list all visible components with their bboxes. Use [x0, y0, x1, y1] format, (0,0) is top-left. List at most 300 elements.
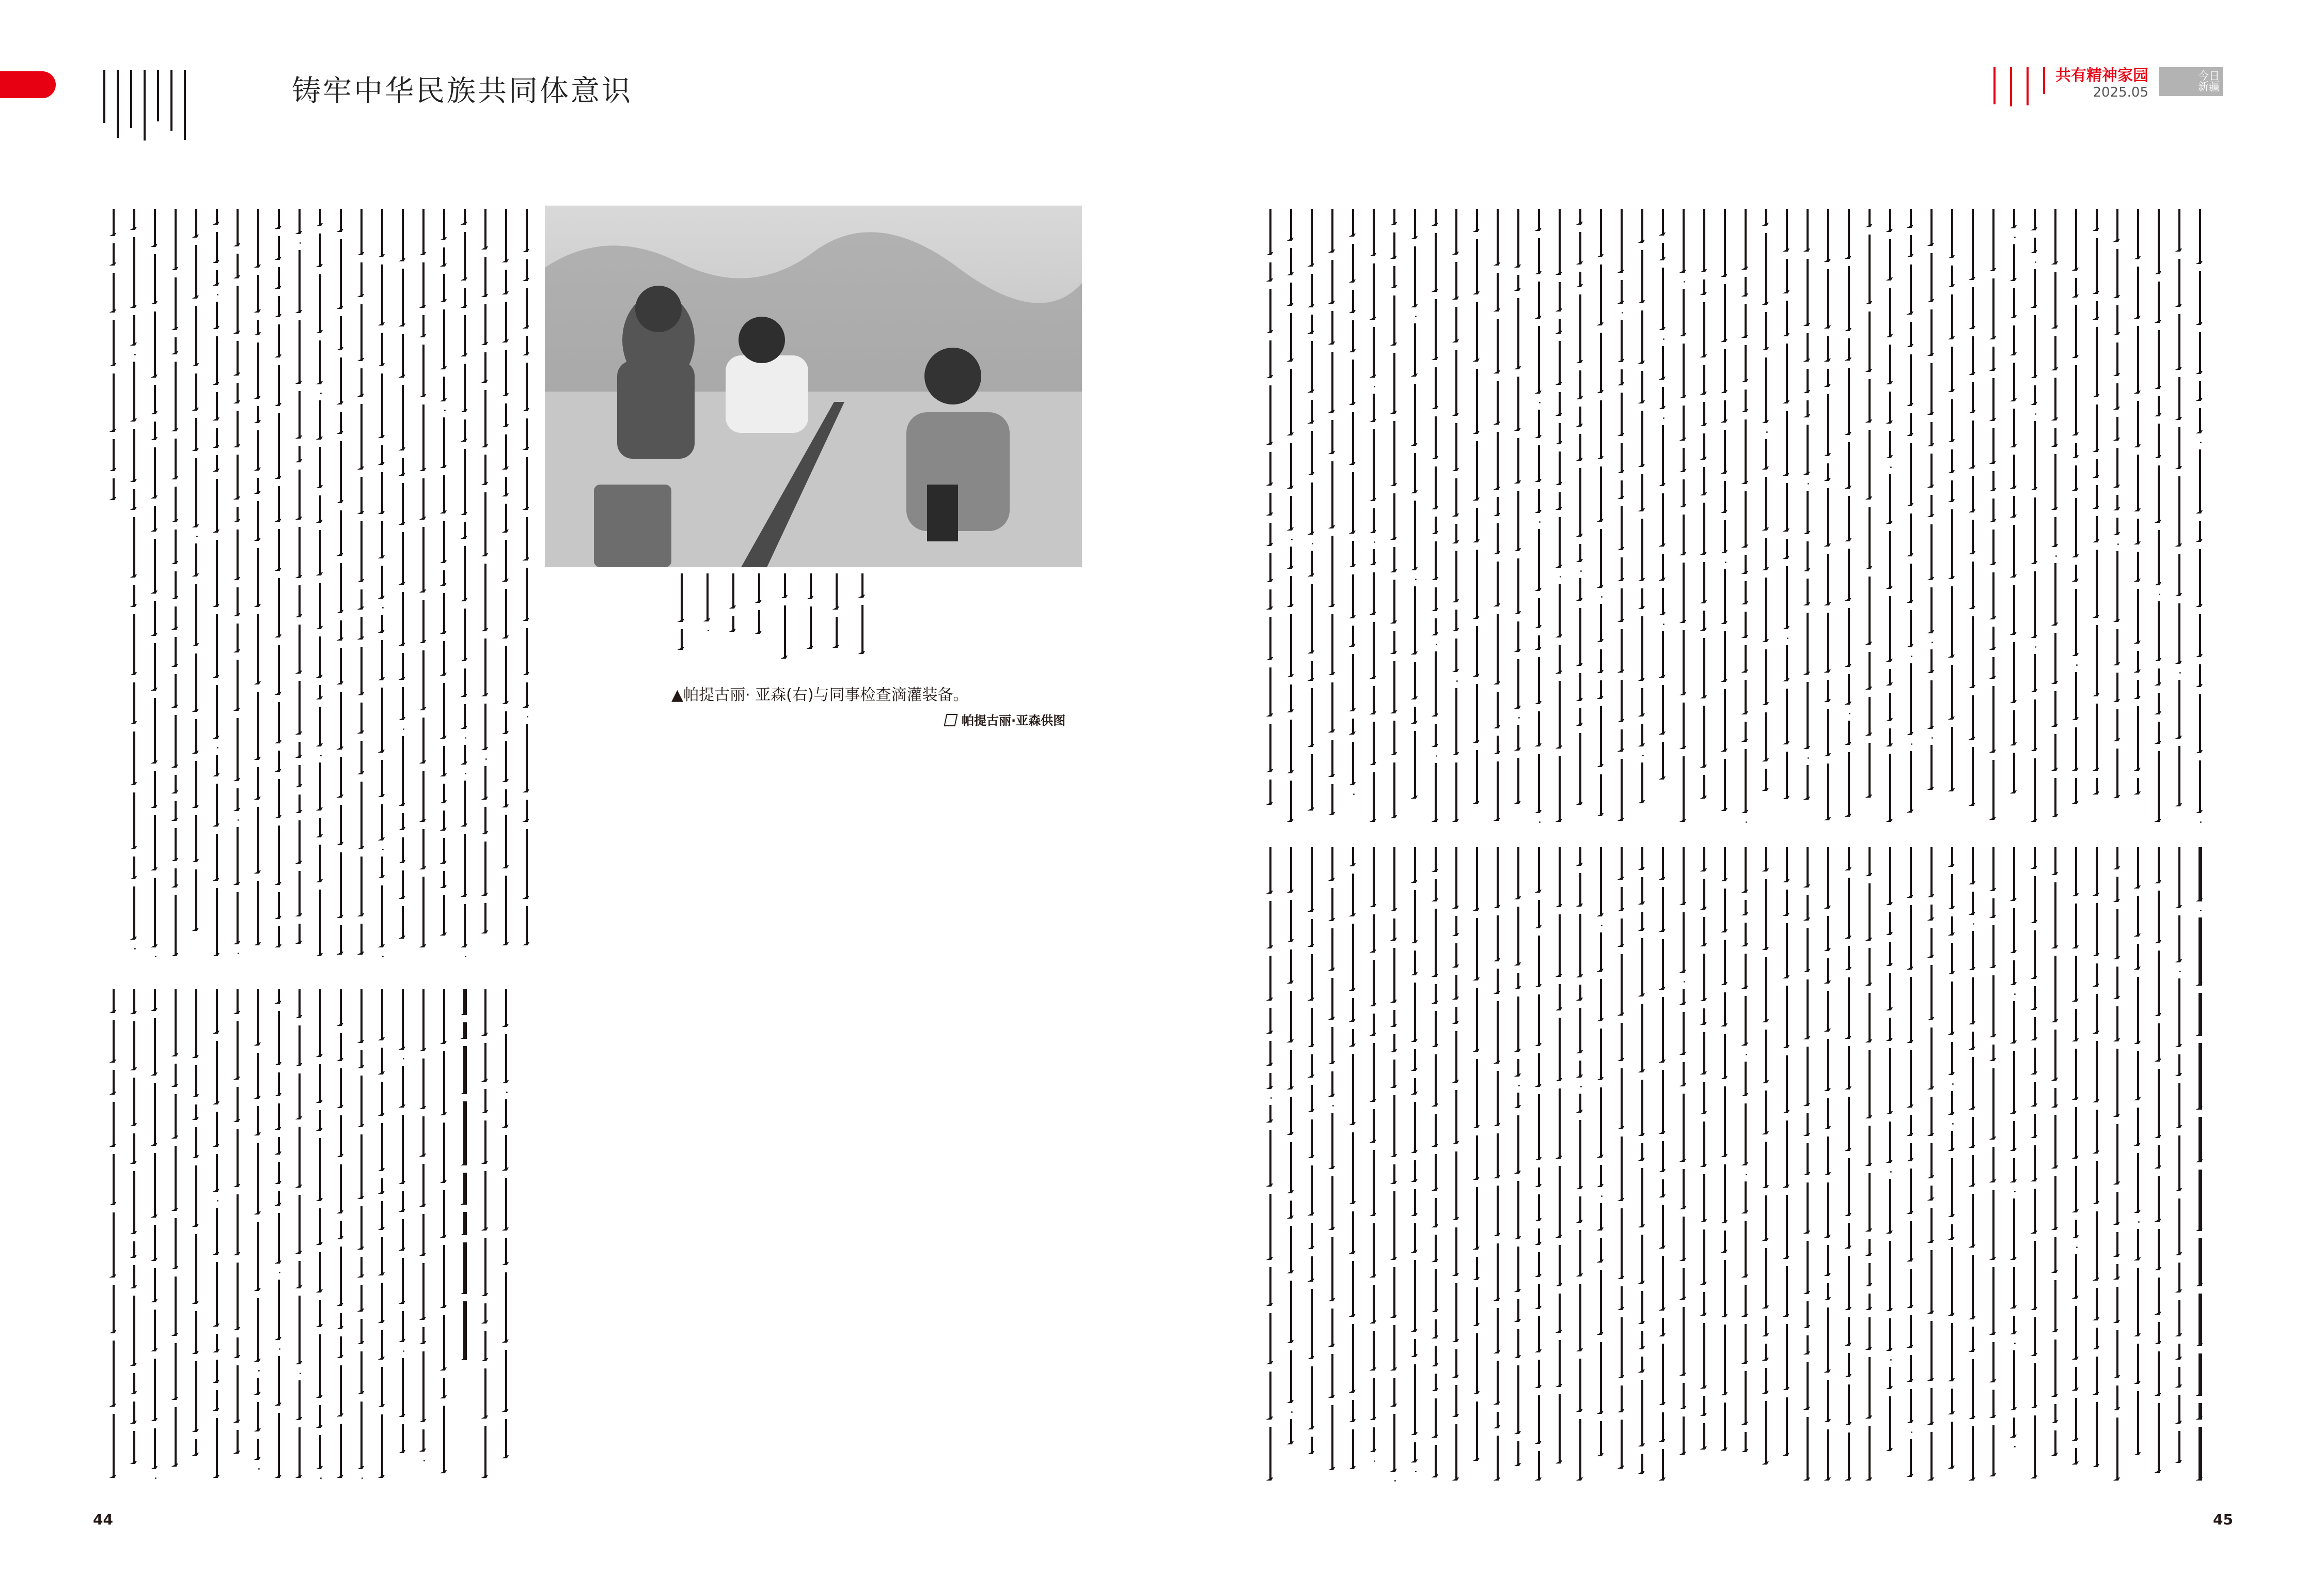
- mongolian-word: [1454, 943, 1459, 968]
- punctuation: ·: [479, 757, 492, 761]
- mongolian-word: [235, 1087, 240, 1122]
- mongolian-word: [421, 209, 426, 255]
- mongolian-word: [1371, 847, 1376, 907]
- mongolian-word: [400, 334, 405, 378]
- mongolian-word: [1702, 775, 1707, 799]
- mongolian-word: [1536, 1451, 1542, 1481]
- punctuation: ·: [272, 1271, 286, 1275]
- mongolian-word: [111, 439, 116, 471]
- mongolian-word: [1950, 399, 1955, 442]
- mongolian-word: [256, 478, 261, 494]
- mongolian-word: [1888, 693, 1893, 721]
- mongolian-word: [1516, 907, 1521, 966]
- text-line: [2086, 209, 2107, 829]
- text-line: [124, 209, 145, 963]
- text-line: [165, 989, 186, 1485]
- mongolian-word: [380, 1178, 385, 1194]
- mongolian-word: [1867, 847, 1872, 876]
- punctuation: ·: [1429, 754, 1442, 758]
- mongolian-word: [1351, 1429, 1356, 1469]
- mongolian-word: [1826, 1429, 1831, 1481]
- mongolian-word: [276, 1103, 281, 1130]
- mongolian-word: [1805, 1143, 1810, 1175]
- mongolian-word: [2094, 485, 2099, 509]
- mongolian-word: [2032, 269, 2037, 308]
- text-line: [1962, 847, 1983, 1488]
- mongolian-word: [1454, 1007, 1459, 1024]
- mongolian-word: [1619, 729, 1624, 752]
- mongolian-word: [380, 209, 385, 257]
- mongolian-word: [2135, 552, 2141, 582]
- mongolian-word: [2074, 1009, 2079, 1041]
- punctuation: ·: [1512, 716, 1525, 720]
- mongolian-word: [1536, 1316, 1542, 1352]
- text-line: [1384, 847, 1405, 1488]
- mongolian-word: [1330, 1027, 1335, 1064]
- mongolian-word: [1867, 948, 1872, 986]
- text-line: [331, 989, 351, 1485]
- mongolian-word: [1330, 740, 1335, 777]
- mongolian-word: [1351, 244, 1356, 283]
- mongolian-word: [1929, 847, 1934, 897]
- mongolian-word: [132, 731, 137, 785]
- mongolian-word: [1784, 890, 1789, 916]
- mongolian-word: [2094, 963, 2099, 987]
- mongolian-word: [1888, 1179, 1893, 1234]
- mongolian-word: [2197, 614, 2203, 657]
- mongolian-word: [1846, 1256, 1851, 1310]
- mongolian-word: [1743, 1324, 1748, 1364]
- mongolian-word: [1536, 657, 1542, 704]
- text-line: [1859, 209, 1880, 829]
- mongolian-word: [483, 1303, 488, 1324]
- mongolian-word: [1557, 584, 1562, 637]
- mongolian-word: [1619, 280, 1624, 304]
- mongolian-word: [1454, 916, 1459, 936]
- mongolian-word: [1351, 742, 1356, 785]
- mongolian-word: [1784, 923, 1789, 978]
- mongolian-word: [2012, 753, 2017, 793]
- mongolian-word: [1412, 384, 1418, 446]
- mongolian-word: [1681, 847, 1686, 905]
- text-line: [2169, 209, 2190, 829]
- mongolian-word: [276, 1280, 281, 1340]
- text-line: [1260, 847, 1281, 1488]
- mongolian-word: [1764, 209, 1769, 226]
- mongolian-word: [2197, 694, 2203, 754]
- mongolian-word: [1330, 420, 1335, 454]
- mongolian-word: [1619, 320, 1624, 362]
- text-line: [1611, 847, 1632, 1488]
- mongolian-word: [1330, 978, 1335, 1020]
- mongolian-word: [400, 1066, 405, 1108]
- text-line: [1322, 209, 1343, 829]
- mongolian-word: [2012, 1001, 2017, 1044]
- mongolian-word: [1371, 1043, 1376, 1102]
- mongolian-word: [1784, 209, 1789, 252]
- mongolian-word: [276, 267, 281, 289]
- mongolian-word: [235, 411, 240, 447]
- mongolian-word: [1536, 529, 1542, 591]
- mongolian-word: [1268, 1041, 1273, 1066]
- mongolian-word: [1392, 762, 1397, 818]
- mongolian-word: [1474, 209, 1480, 232]
- text-line: [723, 573, 744, 666]
- text-line: [2024, 209, 2045, 829]
- mongolian-word: [2012, 244, 2017, 281]
- mongolian-word: [2094, 847, 2099, 896]
- text-line: [186, 989, 207, 1485]
- mongolian-word: [1805, 979, 1810, 1039]
- mongolian-word: [2115, 1049, 2120, 1116]
- mongolian-word: [1268, 847, 1273, 894]
- mongolian-word: [152, 815, 158, 870]
- mongolian-word: [194, 245, 199, 299]
- mongolian-word: [1722, 430, 1728, 474]
- mongolian-word: [1330, 209, 1335, 253]
- punctuation: ·: [1842, 712, 1856, 715]
- text-line: [1322, 847, 1343, 1488]
- mongolian-word: [1516, 973, 1521, 989]
- mongolian-word: [235, 507, 240, 522]
- mongolian-word: [1929, 587, 1934, 633]
- mongolian-word: [1351, 541, 1356, 567]
- mongolian-word: [1826, 463, 1831, 481]
- mongolian-word: [2074, 1166, 2079, 1212]
- mongolian-word: [380, 1367, 385, 1407]
- mongolian-word: [1392, 1034, 1397, 1052]
- mongolian-word: [1619, 954, 1624, 1016]
- text-line: [1756, 209, 1777, 829]
- mongolian-word: [1536, 1228, 1542, 1246]
- mongolian-word: [152, 1018, 158, 1076]
- mongolian-word: [380, 1414, 385, 1478]
- mongolian-word: [462, 904, 467, 947]
- mongolian-word: [1516, 1441, 1521, 1466]
- mongolian-word: [2177, 1344, 2182, 1360]
- mongolian-word: [132, 1021, 137, 1070]
- mongolian-word: [421, 1058, 426, 1109]
- mongolian-word: [1784, 645, 1789, 681]
- mongolian-word: [1743, 555, 1748, 574]
- text-line: [749, 573, 770, 666]
- mongolian-word: [380, 1048, 385, 1075]
- mongolian-word: [1412, 847, 1418, 883]
- mongolian-word: [194, 653, 199, 712]
- mongolian-word: [111, 1212, 116, 1278]
- text-line: [434, 989, 454, 1485]
- mongolian-word: [173, 674, 178, 708]
- mongolian-word: [132, 489, 137, 510]
- mongolian-word: [1412, 1223, 1418, 1253]
- mongolian-word: [1268, 724, 1273, 772]
- mongolian-word: [2197, 209, 2203, 264]
- mongolian-word: [2177, 847, 2182, 908]
- mongolian-word: [2177, 1054, 2182, 1076]
- mongolian-word: [2032, 758, 2037, 822]
- mongolian-word: [1991, 898, 1996, 918]
- mongolian-word: [1846, 878, 1851, 939]
- mongolian-word: [421, 1214, 426, 1256]
- mongolian-word: [1681, 1307, 1686, 1376]
- punctuation: ·: [2007, 236, 2021, 239]
- mongolian-word: [483, 766, 488, 800]
- text-line: [1839, 847, 1859, 1488]
- mongolian-word: [1351, 320, 1356, 352]
- mongolian-word: [1598, 1203, 1604, 1231]
- mongolian-word: [1867, 379, 1872, 423]
- mongolian-word: [1557, 209, 1562, 275]
- mongolian-word: [318, 530, 323, 575]
- mongolian-word: [2197, 381, 2203, 401]
- mongolian-word: [1433, 367, 1438, 409]
- text-line: [1363, 209, 1384, 829]
- mongolian-word: [2094, 1041, 2099, 1102]
- punctuation: ·: [1945, 1122, 1959, 1126]
- mongolian-word: [2177, 476, 2182, 547]
- mongolian-word: [1640, 1143, 1645, 1161]
- mongolian-word: [359, 262, 364, 297]
- mongolian-word: [256, 1298, 261, 1362]
- mongolian-word: [442, 1190, 447, 1238]
- mongolian-word: [1289, 991, 1294, 1042]
- text-line: [1570, 209, 1591, 829]
- punctuation: ·: [148, 1476, 162, 1480]
- mongolian-word: [338, 1033, 343, 1061]
- mongolian-word: [1743, 1103, 1748, 1165]
- mongolian-word: [2012, 908, 2017, 953]
- text-line: [454, 209, 475, 963]
- title-glyph-column: [2010, 67, 2012, 106]
- mongolian-word: [1289, 1097, 1294, 1135]
- mongolian-word: [504, 789, 509, 807]
- text-line: [1797, 209, 1818, 829]
- mongolian-word: [380, 472, 385, 514]
- mongolian-word: [111, 478, 116, 500]
- mongolian-word: [2156, 1322, 2161, 1344]
- mongolian-word: [1578, 914, 1583, 977]
- mongolian-word: [1743, 847, 1748, 893]
- text-line: [2128, 209, 2148, 829]
- mongolian-word: [1516, 758, 1521, 804]
- mongolian-word: [2094, 238, 2099, 294]
- mongolian-word: [1578, 578, 1583, 601]
- mongolian-word: [2115, 877, 2120, 902]
- text-line: [269, 209, 289, 963]
- mongolian-word: [214, 479, 219, 533]
- mongolian-word: [2032, 1415, 2037, 1478]
- mongolian-word: [235, 455, 240, 500]
- photo-caption-mongolian: [671, 573, 873, 666]
- mongolian-word: [1330, 536, 1335, 607]
- mongolian-word: [1826, 554, 1831, 605]
- text-line: [826, 573, 847, 666]
- mongolian-word: [1309, 1256, 1314, 1282]
- issue-date: 2025.05: [2093, 85, 2148, 100]
- mongolian-word: [1908, 977, 1913, 1043]
- mongolian-word: [1846, 1384, 1851, 1425]
- mongolian-word: [256, 1106, 261, 1135]
- mongolian-word: [679, 629, 684, 650]
- mongolian-word: [1681, 912, 1686, 973]
- mongolian-word: [2156, 465, 2161, 522]
- mongolian-word: [1309, 1008, 1314, 1047]
- mongolian-word: [132, 1296, 137, 1366]
- text-line: [1632, 209, 1653, 829]
- mongolian-word: [400, 209, 405, 261]
- mongolian-word: [1536, 1053, 1542, 1087]
- mongolian-word: [1950, 1422, 1955, 1469]
- mongolian-word: [400, 870, 405, 899]
- mongolian-word: [173, 1146, 178, 1211]
- mongolian-word: [1309, 482, 1314, 535]
- mongolian-word: [1433, 233, 1438, 292]
- mongolian-word: [1888, 1018, 1893, 1041]
- mongolian-word: [1619, 847, 1624, 880]
- mongolian-word: [1536, 238, 1542, 274]
- mongolian-word: [2012, 363, 2017, 401]
- mongolian-word: [2094, 704, 2099, 771]
- mongolian-word: [1950, 480, 1955, 502]
- mongolian-word: [1722, 1260, 1728, 1317]
- mongolian-word: [173, 362, 178, 431]
- mongolian-word: [276, 578, 281, 637]
- mongolian-word: [1970, 931, 1975, 970]
- mongolian-word: [2135, 896, 2141, 937]
- mongolian-word: [1516, 275, 1521, 291]
- mongolian-word: [1309, 1165, 1314, 1216]
- mongolian-word: [462, 1212, 467, 1235]
- mongolian-word: [2032, 497, 2037, 564]
- text-line: [145, 209, 165, 963]
- mongolian-word: [1846, 721, 1851, 745]
- mongolian-word: [194, 1311, 199, 1354]
- mongolian-word: [1991, 1190, 1996, 1260]
- mongolian-word: [504, 1034, 509, 1083]
- mongolian-word: [1474, 1257, 1480, 1280]
- mongolian-word: [1412, 1078, 1418, 1095]
- mongolian-word: [2135, 519, 2141, 544]
- mongolian-word: [1598, 680, 1604, 699]
- punctuation: ·: [1367, 540, 1380, 544]
- mongolian-word: [1351, 1132, 1356, 1204]
- mongolian-word: [1970, 476, 1975, 512]
- mongolian-word: [1598, 1270, 1604, 1335]
- mongolian-word: [338, 412, 343, 434]
- mongolian-word: [1433, 879, 1438, 901]
- mongolian-word: [132, 792, 137, 849]
- mongolian-word: [2115, 1124, 2120, 1185]
- punctuation: ·: [2049, 554, 2062, 558]
- mongolian-word: [705, 573, 710, 621]
- punctuation: ·: [1760, 430, 1773, 434]
- mongolian-word: [2177, 1431, 2182, 1463]
- mongolian-word: [1950, 727, 1955, 791]
- mongolian-word: [1392, 1378, 1397, 1407]
- mongolian-word: [1392, 1191, 1397, 1260]
- mongolian-word: [1309, 847, 1314, 912]
- mongolian-word: [1660, 387, 1666, 409]
- punctuation: ·: [1594, 924, 1608, 927]
- mongolian-word: [1640, 616, 1645, 681]
- mongolian-word: [2115, 749, 2120, 798]
- mongolian-word: [2177, 1300, 2182, 1336]
- mongolian-word: [2053, 847, 2058, 875]
- punctuation: ·: [2111, 542, 2124, 546]
- mongolian-word: [808, 606, 813, 649]
- mongolian-word: [1351, 1400, 1356, 1422]
- punctuation: ·: [1346, 792, 1360, 796]
- mongolian-word: [214, 1334, 219, 1352]
- mongolian-word: [1474, 750, 1480, 804]
- text-line: [1446, 847, 1467, 1488]
- mongolian-word: [2197, 1427, 2203, 1481]
- mongolian-word: [1764, 439, 1769, 470]
- mongolian-word: [1536, 209, 1542, 231]
- mongolian-word: [483, 1426, 488, 1478]
- mongolian-word: [2115, 1287, 2120, 1323]
- mongolian-word: [1433, 541, 1438, 580]
- mongolian-word: [1474, 1333, 1480, 1394]
- mongolian-word: [442, 1123, 447, 1183]
- mongolian-word: [504, 350, 509, 396]
- mongolian-word: [173, 571, 178, 599]
- mongolian-word: [1950, 1158, 1955, 1217]
- mongolian-word: [297, 1025, 302, 1066]
- text-line: [1467, 209, 1487, 829]
- mongolian-word: [462, 1301, 467, 1360]
- mongolian-word: [1598, 264, 1604, 325]
- mongolian-word: [318, 400, 323, 440]
- mongolian-word: [2156, 951, 2161, 1016]
- mongolian-word: [1289, 1281, 1294, 1343]
- punctuation: ·: [1636, 754, 1649, 757]
- mongolian-word: [214, 784, 219, 826]
- mongolian-word: [1784, 1397, 1789, 1456]
- mongolian-word: [1764, 769, 1769, 791]
- mongolian-word: [1640, 912, 1645, 931]
- mongolian-word: [1888, 288, 1893, 337]
- mongolian-word: [1950, 509, 1955, 579]
- mongolian-word: [1805, 765, 1810, 800]
- mongolian-word: [1722, 847, 1728, 881]
- mongolian-word: [2012, 1198, 2017, 1260]
- mongolian-word: [2032, 1082, 2037, 1107]
- text-line: [331, 209, 351, 963]
- mongolian-word: [1929, 1321, 1934, 1381]
- mongolian-word: [442, 683, 447, 739]
- mongolian-word: [132, 1402, 137, 1424]
- mongolian-word: [442, 417, 447, 468]
- mongolian-word: [338, 1115, 343, 1157]
- punctuation: ·: [210, 1199, 224, 1203]
- mongolian-word: [1619, 918, 1624, 947]
- punctuation: ·: [2131, 1220, 2145, 1224]
- mongolian-word: [1991, 1390, 1996, 1418]
- punctuation: ·: [1966, 922, 1980, 926]
- mongolian-word: [2115, 709, 2120, 741]
- mongolian-word: [276, 989, 281, 1004]
- mongolian-word: [1289, 949, 1294, 984]
- mongolian-word: [2012, 1350, 2017, 1410]
- mongolian-word: [2094, 516, 2099, 542]
- mongolian-word: [338, 1068, 343, 1108]
- mongolian-word: [1557, 847, 1562, 907]
- mongolian-word: [1640, 1357, 1645, 1373]
- mongolian-word: [1392, 1060, 1397, 1088]
- mongolian-word: [1495, 1361, 1500, 1405]
- mongolian-word: [483, 304, 488, 345]
